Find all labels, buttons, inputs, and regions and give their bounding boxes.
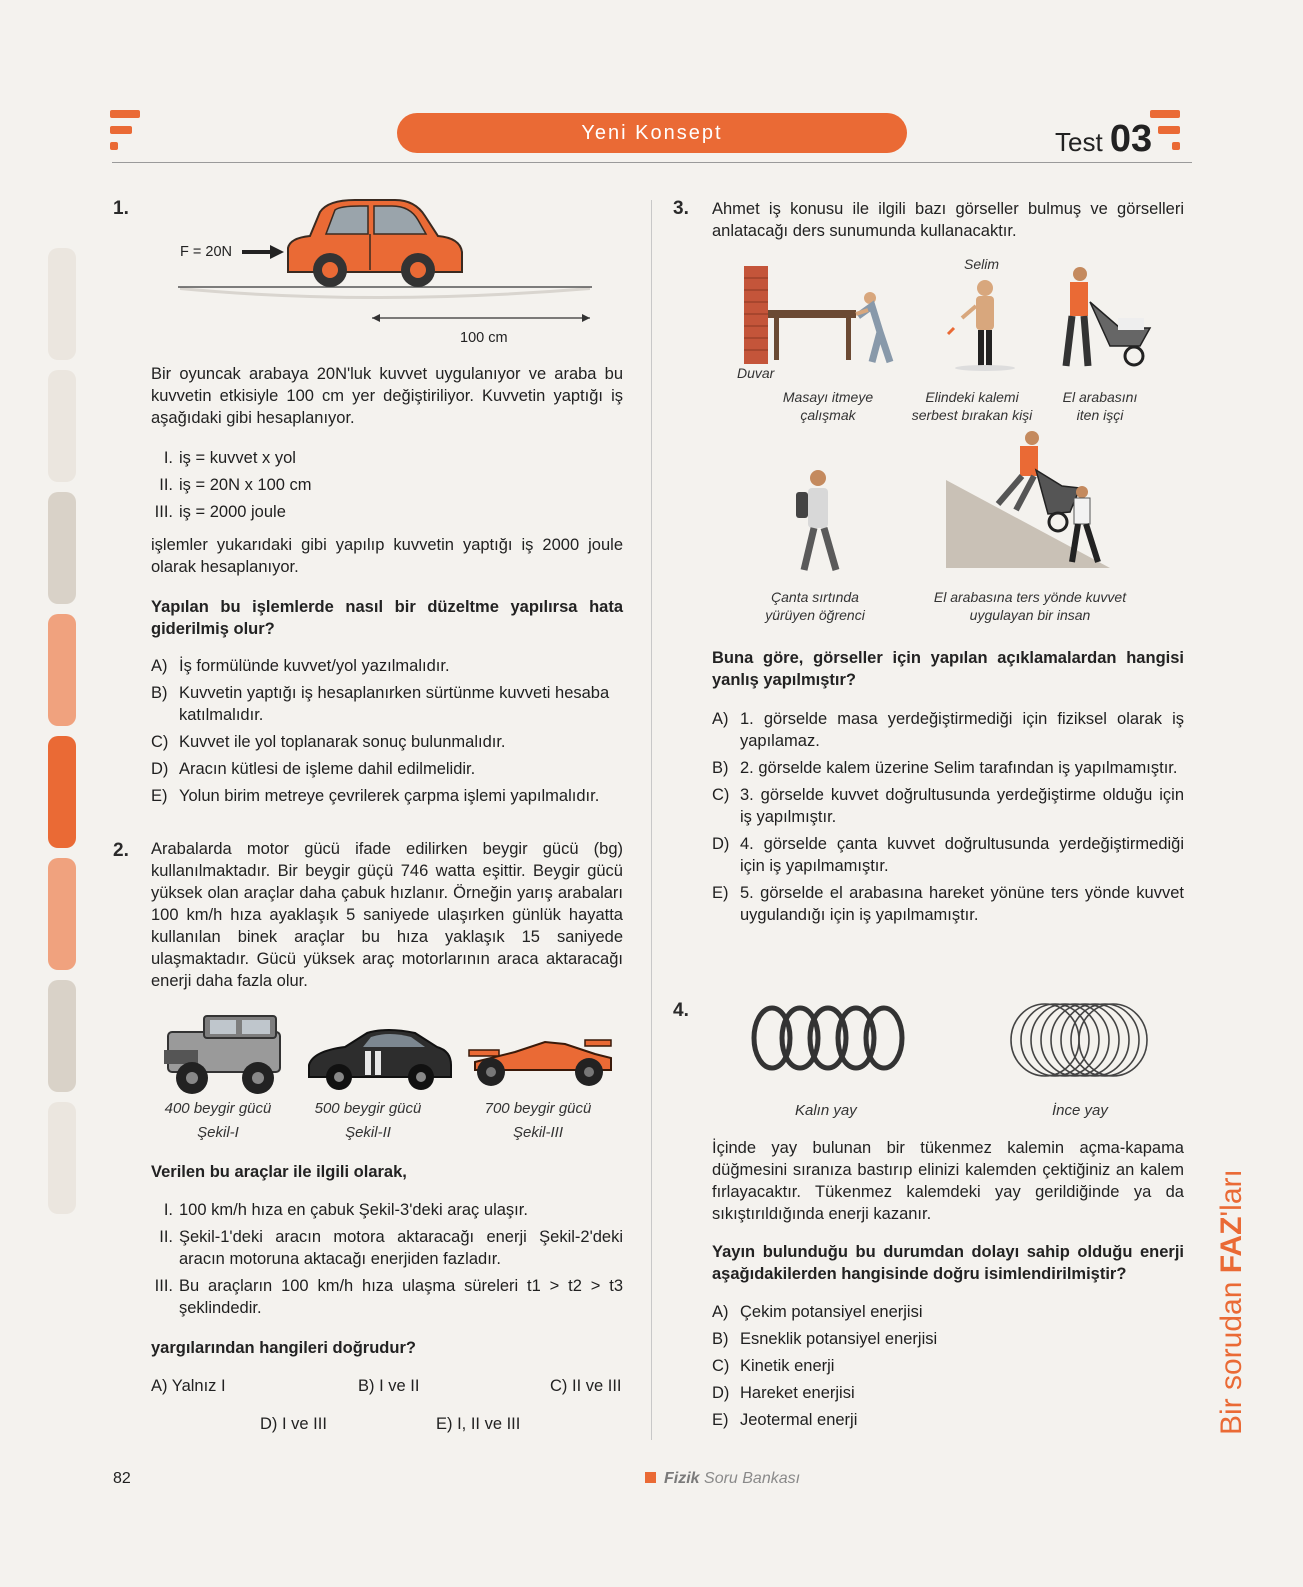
footer-square-icon <box>645 1472 656 1483</box>
q1-option-d[interactable]: D) Aracın kütlesi de işleme dahil edilmelidir. <box>151 760 476 778</box>
q3-img2-caption: Elindeki kalemi serbest bırakan kişi <box>911 389 1033 423</box>
q2-question: yargılarından hangileri doğrudur? <box>151 1339 416 1357</box>
q1-options <box>151 655 623 807</box>
q2-number: 2. <box>113 840 129 861</box>
q1-question: Yapılan bu işlemlerde nasıl bir düzeltme yapılırsa hata giderilmiş olur? <box>151 598 623 638</box>
q4-spring1-caption: Kalın yay <box>795 1102 857 1119</box>
tab <box>48 858 76 970</box>
tab-active <box>48 736 76 848</box>
q3-options <box>712 708 1184 926</box>
q3-img4-caption: Çanta sırtında yürüyen öğrenci <box>765 589 865 623</box>
q1-force-label: F = 20N <box>180 244 232 260</box>
tab <box>48 980 76 1092</box>
q4-number: 4. <box>673 1000 689 1021</box>
q1-option-a[interactable]: A) İş formülünde kuvvet/yol yazılmalıdır. <box>151 657 450 675</box>
side-slogan: Bir sorudan FAZ'ları <box>1215 1169 1248 1435</box>
q1-step: I. iş = kuvvet x yol <box>163 449 296 467</box>
q4-spring2-caption: İnce yay <box>1052 1102 1108 1119</box>
publisher-logo-right <box>1150 110 1184 152</box>
q2-figure-3-racecar <box>465 1022 615 1092</box>
q3-question: Buna göre, görseller için yapılan açıklamalardan hangisi yanlış yapılmıştır? <box>712 649 1184 689</box>
q1-after: işlemler yukarıdaki gibi yapılıp kuvvetin yaptığı iş 2000 joule olarak hesaplanıyor. <box>151 536 623 576</box>
banner: Yeni Konsept <box>397 113 907 153</box>
q2-lead: Verilen bu araçlar ile ilgili olarak, <box>151 1163 407 1181</box>
test-number: 03 <box>1109 118 1153 160</box>
q2-figure-1-jeep <box>158 1010 298 1100</box>
q3-stem: Ahmet iş konusu ile ilgili bazı görseller bulmuş ve görselleri anlatacağı ders sunumunda kullanacaktır. <box>712 200 1184 240</box>
q1-number: 1. <box>113 198 129 219</box>
tab <box>48 614 76 726</box>
q3-illustrations-row1 <box>740 262 1160 382</box>
q3-option-b[interactable]: B) 2. görselde kalem üzerine Selim tarafından iş yapılmamıştır. <box>712 759 1178 777</box>
q2-figure-2-caption: 500 beygir gücü Şekil-II <box>314 1100 422 1141</box>
q3-img1-caption: Masayı itmeye çalışmak <box>782 389 874 423</box>
q4-option-a[interactable]: A) Çekim potansiyel enerjisi <box>712 1303 923 1321</box>
q3-number: 3. <box>673 198 689 219</box>
q1-option-b[interactable]: B) Kuvvetin yaptığı iş hesaplanırken sürtünme kuvveti hesaba katılmalıdır. <box>151 684 610 724</box>
q4-options <box>712 1301 1184 1431</box>
q1-step: II. iş = 20N x 100 cm <box>159 476 312 494</box>
q1-distance-label: 100 cm <box>460 330 508 346</box>
footer-book: Fizik Soru Bankası <box>645 1470 800 1488</box>
q4-option-d[interactable]: D) Hareket enerjisi <box>712 1384 855 1402</box>
tab <box>48 1102 76 1214</box>
q1-option-c[interactable]: C) Kuvvet ile yol toplanarak sonuç bulunmalıdır. <box>151 733 506 751</box>
q4-option-c[interactable]: C) Kinetik enerji <box>712 1357 835 1375</box>
q2-option-d[interactable]: D) I ve III <box>260 1415 327 1433</box>
q3-img5-caption: El arabasına ters yönde kuvvet uygulayan bir insan <box>933 589 1127 623</box>
q3-option-e[interactable]: E) 5. görselde el arabasına hareket yönüne ters yönde kuvvet uygulandığı için iş yapılmamıştır. <box>712 884 1184 924</box>
header-rule <box>112 162 1192 163</box>
q2-statement: I. 100 km/h hıza en çabuk Şekil-3'deki araç ulaşır. <box>163 1201 528 1219</box>
q1-steps <box>143 447 623 523</box>
tab <box>48 370 76 482</box>
q2-stem: Arabalarda motor gücü ifade edilirken beygir gücü (bg) kullanılmaktadır. Bir beygir güçü 746 watta eşittir. Beygir gücü yüksek olan araçlar daha çabuk hızlanır. Örneğin yarış arabaları 100 km/h hıza ayaklaşık 5 saniyede ulaşırken günlük hayatta kullanılan binek araçlar bu hıza yaklaşık 15 saniyede ulaşmaktadır. Gücü yüksek araç motorlarının araca aktaracağı enerji daha fazla olur. <box>151 840 623 990</box>
q2-statement: II. Şekil-1'deki aracın motora aktaracağı enerji Şekil-2'deki aracın motoruna aktacağı enerjiden fazladır. <box>159 1228 623 1268</box>
q3-img3-caption: El arabasını iten işçi <box>1062 389 1138 423</box>
q1-option-e[interactable]: E) Yolun birim metreye çevrilerek çarpma işlemi yapılmalıdır. <box>151 787 600 805</box>
tab <box>48 492 76 604</box>
q3-illustrations-row2 <box>780 430 1120 580</box>
q2-option-b[interactable]: B) I ve II <box>358 1377 420 1395</box>
q3-option-d[interactable]: D) 4. görselde çanta kuvvet doğrultusunda yerdeğiştirmediği için iş yapılmamıştır. <box>712 835 1184 875</box>
q1-stem: Bir oyuncak arabaya 20N'luk kuvvet uygulanıyor ve araba bu kuvvetin etkisiyle 100 cm yer değiştiriliyor. Kuvvetin yaptığı iş aşağıdaki gibi hesaplanıyor. <box>151 365 623 427</box>
q4-question: Yayın bulunduğu bu durumdan dolayı sahip olduğu enerji aşağıdakilerden hangisinde doğru isimlendirilmiştir? <box>712 1243 1184 1283</box>
q1-car-figure <box>170 190 610 355</box>
q2-figure-2-sportscar <box>305 1025 455 1095</box>
q2-option-c[interactable]: C) II ve III <box>550 1377 622 1395</box>
q4-thin-spring <box>1005 998 1155 1082</box>
q2-figure-3-caption: 700 beygir gücü Şekil-III <box>484 1100 592 1141</box>
q1-step: III. iş = 2000 joule <box>154 503 286 521</box>
q4-thick-spring <box>748 1000 928 1080</box>
tab <box>48 248 76 360</box>
q4-stem: İçinde yay bulunan bir tükenmez kalemin açma-kapama düğmesini sıranıza bastırıp elinizi kalemden çektiğiniz an kalem fırlayacaktır. Tükenmez kalemdeki yay gerildiğinde ya da sıkıştırıldığında enerji kazanır. <box>712 1139 1184 1223</box>
column-divider <box>651 200 652 1440</box>
publisher-logo-left <box>110 110 144 152</box>
q2-figure-1-caption: 400 beygir gücü Şekil-I <box>164 1100 272 1141</box>
q3-option-a[interactable]: A) 1. görselde masa yerdeğiştirmediği için fiziksel olarak iş yapılamaz. <box>712 710 1184 750</box>
q2-option-a[interactable]: A) Yalnız I <box>151 1377 226 1395</box>
q2-option-e[interactable]: E) I, II ve III <box>436 1415 521 1433</box>
q4-option-b[interactable]: B) Esneklik potansiyel enerjisi <box>712 1330 938 1348</box>
q3-option-c[interactable]: C) 3. görselde kuvvet doğrultusunda yerdeğiştirme olduğu için iş yapılmıştır. <box>712 786 1184 826</box>
test-word: Test <box>1055 127 1103 157</box>
q2-statement: III. Bu araçların 100 km/h hıza ulaşma süreleri t1 > t2 > t3 şeklindedir. <box>154 1277 623 1317</box>
q3-selim-label: Selim <box>964 256 1000 272</box>
q3-wall-label: Duvar <box>737 365 775 381</box>
q4-option-e[interactable]: E) Jeotermal enerji <box>712 1411 858 1429</box>
page-number: 82 <box>113 1470 131 1487</box>
q2-statements <box>143 1199 623 1319</box>
test-label <box>1055 118 1152 161</box>
chapter-tabs <box>48 248 76 1224</box>
